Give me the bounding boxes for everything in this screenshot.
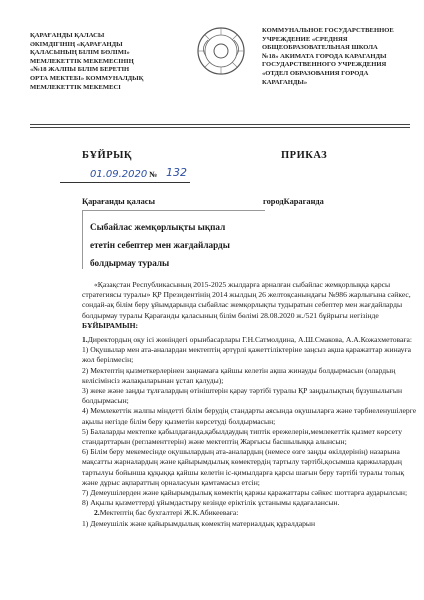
order-title-kz: БҰЙРЫҚ <box>82 150 133 161</box>
header-left-line: «№18 ЖАЛПЫ БІЛІМ БЕРЕТІН <box>30 66 130 74</box>
list-item: 7) Демеушілерден және қайырымдылық көмектің қаржы қаражаттары сәйкес шоттарға аударылсын; <box>82 488 408 498</box>
list-item: 5) Балаларды мектепке қабылдағанда,қабылдаудың типтік ережелерін,мемлекеттік қызмет көрсету стандарттарын (регламенттерін) және мектептің Жарғысы басшылыққа алынсын; <box>82 426 402 447</box>
header-right-org-ru <box>262 27 424 87</box>
list-item: 1) Демеушілік және қайырымдылық көмектің материалдық құралдарын <box>82 518 316 528</box>
list-item: 8) Ақылы қызметтерді ұйымдастыру кезінде еріктілік ұстанымы қадағалансын. <box>82 498 340 508</box>
paragraph-number: 2. <box>94 508 100 518</box>
paragraph-text: Мектептің бас бухгалтері Ж.К.Абикееваға: <box>99 508 239 518</box>
city-ru: городКараганда <box>263 197 324 206</box>
list-item: 1) Оқушылар мен ата-аналардан мектептің әртүрлі қажеттіліктеріне заңсыз ақша қаражаттар жинауға жол берілмесін; <box>82 345 411 365</box>
list-item: 2) Мектептің қызметкерлерінен заңнамаға қайшы келетін ақша жинауды болдырмасын (олардың келісімінсіз жалақыларынан ұстап қалуды); <box>82 365 396 385</box>
header-left-line: ӘКІМДІГІНІҢ «ҚАРАҒАНДЫ <box>30 40 123 48</box>
list-item: 4) Мемлекеттік жалпы міндетті білім берудің стандарты аясында оқушыларға және тәрбиеленушілерге ақылы негізде білім беру қызметін көрсетуді болдырмасын; <box>82 406 417 426</box>
header-right-line: УЧРЕЖДЕНИЕ «СРЕДНЯЯ <box>262 35 348 43</box>
header-left-org-kz <box>30 32 200 92</box>
paragraph-text: Директордың оқу ісі жөніндегі орынбасарлары Г.Н.Сатмолдина, А.Ш.Смакова, А.А.Кожахметоваға: <box>87 335 412 345</box>
order-date: 01.09.2020 <box>90 169 148 180</box>
header-right-line: №18» АКИМАТА ГОРОДА КАРАГАНДЫ <box>262 52 387 60</box>
header-left-line: МЕМЛЕКЕТТІК МЕКЕМЕСІ <box>30 83 121 91</box>
orders-word: БҰЙЫРАМЫН: <box>82 320 139 330</box>
intro-text: «Қазақстан Республикасының 2015-2025 жылдарға арналған сыбайлас жемқорлыққа қарсы стратегиясы туралы» ҚР Президентінің 2014 жылдың 26 желтоқсанындағы №986 жарлығына сәйкес, сондай-ақ білім беру ұйымдарында сыбайлас жемқорлықты тудыратын себептер мен жағдайларды болдырмау туралы Қарағанды қаласының білім бөлімі 28.08.2020 ж./521 бұйрығы негізінде <box>82 280 411 320</box>
header-right-line: КАРАГАНДЫ» <box>262 78 308 86</box>
order-title-ru: ПРИКАЗ <box>281 150 328 161</box>
paragraph-number: 1. <box>82 335 88 345</box>
header-divider-secondary <box>30 127 410 128</box>
paragraph-1 <box>82 335 417 345</box>
header-divider <box>30 124 410 125</box>
order-number: 132 <box>166 166 187 179</box>
state-emblem-icon <box>196 26 246 76</box>
header-right-line: «ОТДЕЛ ОБРАЗОВАНИЯ ГОРОДА <box>262 69 369 77</box>
document-title-line: Сыбайлас жемқорлықты ықпал <box>90 222 226 232</box>
header-left-line: МЕМЛЕКЕТТІК МЕКЕМЕСІНІҢ <box>30 57 134 65</box>
header-left-line: ҚАРАҒАНДЫ ҚАЛАСЫ <box>30 32 105 39</box>
header-right-line: ГОСУДАРСТВЕННОГО УЧРЕЖДЕНИЯ <box>262 61 387 69</box>
document-title-line: болдырмау туралы <box>90 258 170 268</box>
paragraph-2 <box>82 508 417 518</box>
city-kz: Қарағанды қаласы <box>82 197 156 206</box>
header-left-line: ОРТА МЕКТЕБІ» КОММУНАЛДЫҚ <box>30 74 144 82</box>
date-underline <box>60 182 190 183</box>
number-sign: № <box>149 170 158 179</box>
header-right-line: ОБЩЕОБРАЗОВАТЕЛЬНАЯ ШКОЛА <box>262 44 378 52</box>
intro-paragraph <box>82 280 417 331</box>
document-title-line: ететін себептер мен жағдайларды <box>90 240 230 250</box>
document-body <box>82 280 417 529</box>
list-item: 6) Білім беру мекемесінде оқушылардың ата-аналардың (немесе өзге заңды өкілдерінің) назарына мақсатты жарналардың және қайырымдылық көмектердің тартылу тәртібі,қосымша қаржылардың тартылуы бойынша құқыққа қайшы келетін іс-қимылдарға қарсы шағын беру тәртібі туралы толық және дұрыс ақпараттың орналасуын қамтамасыз етсін; <box>82 447 405 487</box>
list-item: 3) жеке және заңды тұлғалардың өтініштерін қарау тәртібі туралы ҚР заңдылықтың бұзушылығын болдырмасын; <box>82 386 403 406</box>
header-right-line: КОММУНАЛЬНОЕ ГОСУДАРСТВЕННОЕ <box>262 27 394 34</box>
header-left-line: ҚАЛАСЫНЫҢ БІЛІМ БӨЛІМІ» <box>30 49 130 57</box>
